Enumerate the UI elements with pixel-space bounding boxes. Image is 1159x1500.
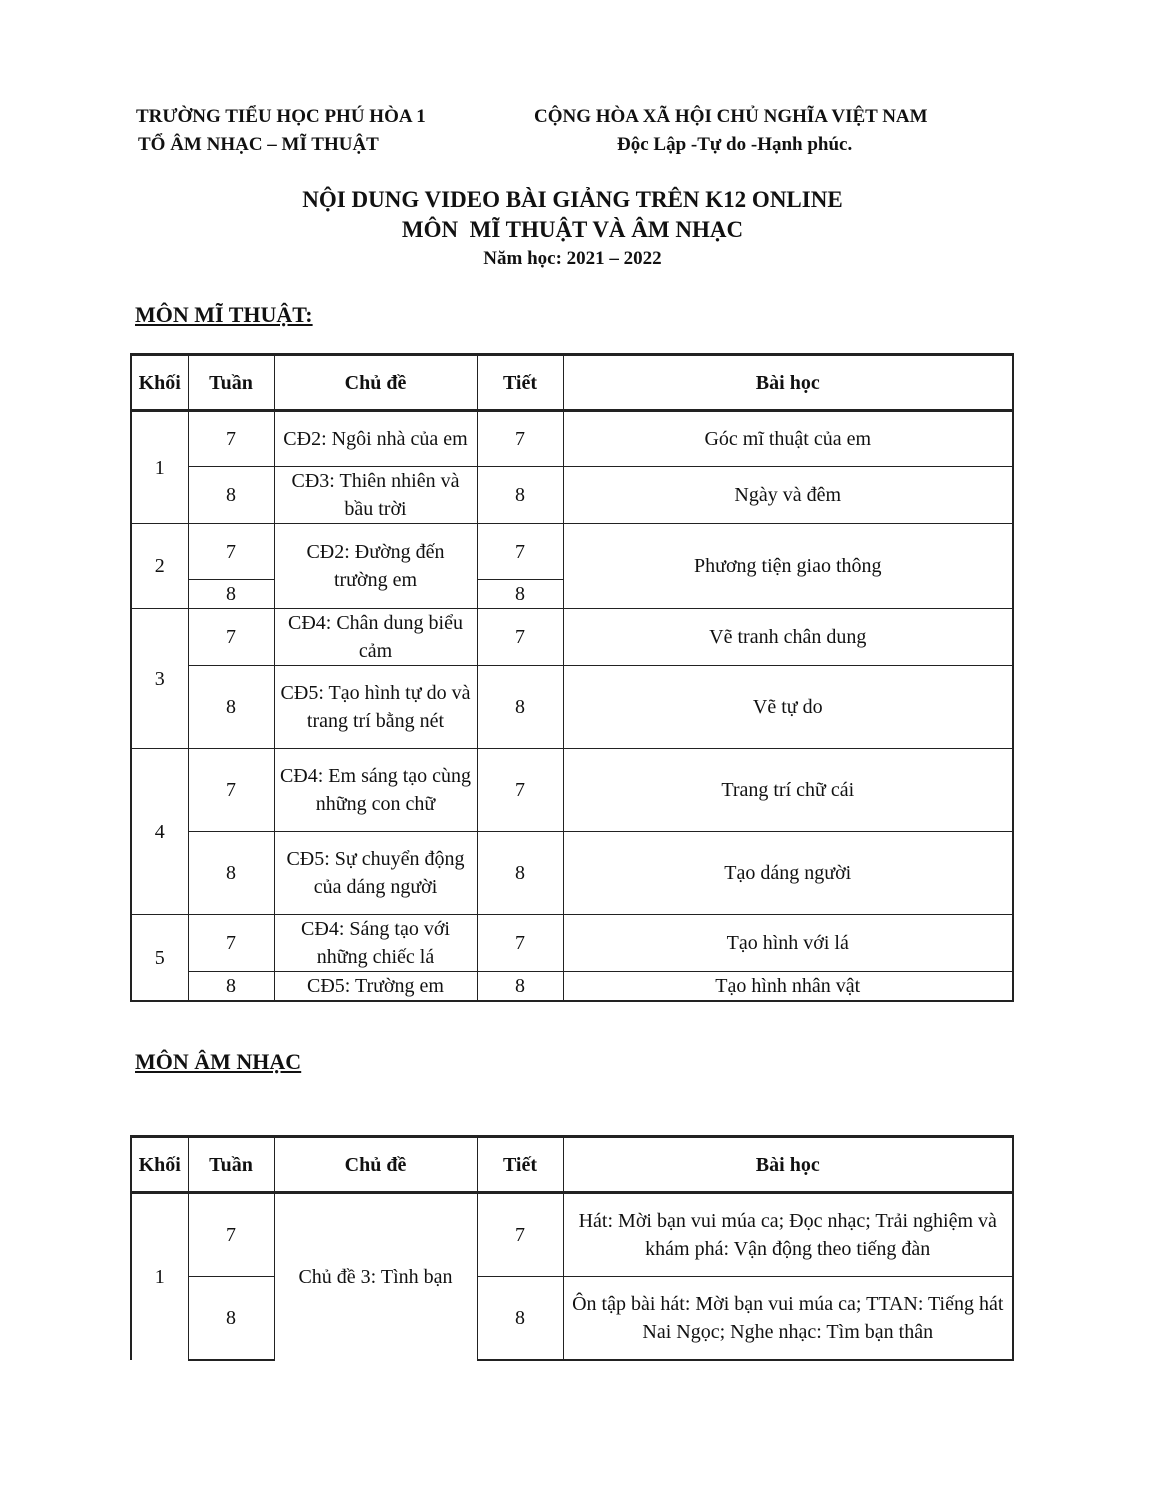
chude-cell: CĐ4: Chân dung biểu cảm xyxy=(274,609,477,666)
khoi-cell: 1 xyxy=(131,411,188,524)
tuan-cell: 7 xyxy=(188,524,274,580)
col-tuan: Tuần xyxy=(188,1137,274,1193)
table-row xyxy=(131,972,1013,1002)
tiet-cell: 8 xyxy=(477,832,563,915)
col-chude: Chủ đề xyxy=(274,1137,477,1193)
tiet-cell: 7 xyxy=(477,411,563,467)
tuan-cell: 8 xyxy=(188,972,274,1002)
table-row xyxy=(131,411,1013,467)
chude-cell: CĐ2: Đường đến trường em xyxy=(274,524,477,609)
chude-cell: CĐ2: Ngôi nhà của em xyxy=(274,411,477,467)
mithuat-table xyxy=(130,353,1014,1002)
baihoc-cell: Vẽ tự do xyxy=(563,666,1013,749)
doc-title: NỘI DUNG VIDEO BÀI GIẢNG TRÊN K12 ONLINE xyxy=(302,187,843,212)
baihoc-cell: Trang trí chữ cái xyxy=(563,749,1013,832)
tiet-cell: 8 xyxy=(477,666,563,749)
baihoc-cell: Góc mĩ thuật của em xyxy=(563,411,1013,467)
baihoc-cell: Ngày và đêm xyxy=(563,467,1013,524)
chude-cell: CĐ4: Sáng tạo với những chiếc lá xyxy=(274,915,477,972)
tuan-cell: 7 xyxy=(188,749,274,832)
baihoc-cell: Tạo hình nhân vật xyxy=(563,972,1013,1002)
tiet-cell: 8 xyxy=(477,972,563,1002)
tuan-cell: 8 xyxy=(188,467,274,524)
table-row xyxy=(131,832,1013,915)
chude-cell: CĐ4: Em sáng tạo cùng những con chữ xyxy=(274,749,477,832)
tuan-cell: 8 xyxy=(188,1277,274,1360)
khoi-cell: 4 xyxy=(131,749,188,915)
table-header-row xyxy=(131,355,1013,411)
baihoc-cell: Ôn tập bài hát: Mời bạn vui múa ca; TTAN: Tiếng hát Nai Ngọc; Nghe nhạc: Tìm bạn thân xyxy=(563,1277,1013,1360)
col-baihoc: Bài học xyxy=(563,355,1013,411)
col-tiet: Tiết xyxy=(477,355,563,411)
tiet-cell: 8 xyxy=(477,467,563,524)
nation-motto: Độc Lập -Tự do -Hạnh phúc. xyxy=(617,134,853,155)
chude-cell: CĐ5: Tạo hình tự do và trang trí bằng nét xyxy=(274,666,477,749)
tuan-cell: 8 xyxy=(188,832,274,915)
baihoc-cell: Tạo hình với lá xyxy=(563,915,1013,972)
tiet-cell: 8 xyxy=(477,580,563,609)
tiet-cell: 7 xyxy=(477,524,563,580)
tiet-cell: 7 xyxy=(477,1193,563,1277)
col-khoi: Khối xyxy=(131,355,188,411)
school-year: Năm học: 2021 – 2022 xyxy=(483,248,662,269)
col-khoi: Khối xyxy=(131,1137,188,1193)
baihoc-cell: Phương tiện giao thông xyxy=(563,524,1013,609)
col-tuan: Tuần xyxy=(188,355,274,411)
chude-cell: CĐ3: Thiên nhiên và bầu trời xyxy=(274,467,477,524)
table-row xyxy=(131,1193,1013,1277)
tiet-cell: 8 xyxy=(477,1277,563,1360)
section-heading-mithuat: MÔN MĨ THUẬT: xyxy=(135,302,313,327)
school-name: TRƯỜNG TIỂU HỌC PHÚ HÒA 1 xyxy=(136,106,426,127)
tuan-cell: 7 xyxy=(188,915,274,972)
khoi-cell: 1 xyxy=(131,1193,188,1360)
nation-name: CỘNG HÒA XÃ HỘI CHỦ NGHĨA VIỆT NAM xyxy=(534,106,928,127)
col-tiet: Tiết xyxy=(477,1137,563,1193)
baihoc-cell: Vẽ tranh chân dung xyxy=(563,609,1013,666)
tiet-cell: 7 xyxy=(477,915,563,972)
khoi-cell: 2 xyxy=(131,524,188,609)
tuan-cell: 7 xyxy=(188,411,274,467)
tuan-cell: 8 xyxy=(188,666,274,749)
tuan-cell: 7 xyxy=(188,609,274,666)
table-row xyxy=(131,915,1013,972)
chude-cell: CĐ5: Sự chuyển động của dáng người xyxy=(274,832,477,915)
chude-cell: Chủ đề 3: Tình bạn xyxy=(274,1193,477,1360)
baihoc-cell: Tạo dáng người xyxy=(563,832,1013,915)
doc-subtitle: MÔN MĨ THUẬT VÀ ÂM NHẠC xyxy=(401,217,744,242)
tuan-cell: 7 xyxy=(188,1193,274,1277)
col-chude: Chủ đề xyxy=(274,355,477,411)
table-row xyxy=(131,524,1013,580)
table-row xyxy=(131,1277,1013,1360)
khoi-cell: 3 xyxy=(131,609,188,749)
department-name: TỔ ÂM NHẠC – MĨ THUẬT xyxy=(138,134,379,155)
chude-cell: CĐ5: Trường em xyxy=(274,972,477,1002)
tiet-cell: 7 xyxy=(477,609,563,666)
khoi-cell: 5 xyxy=(131,915,188,1002)
baihoc-cell: Hát: Mời bạn vui múa ca; Đọc nhạc; Trải nghiệm và khám phá: Vận động theo tiếng đàn xyxy=(563,1193,1013,1277)
tuan-cell: 8 xyxy=(188,580,274,609)
tiet-cell: 7 xyxy=(477,749,563,832)
table-row xyxy=(131,666,1013,749)
table-header-row xyxy=(131,1137,1013,1193)
table-row xyxy=(131,749,1013,832)
col-baihoc: Bài học xyxy=(563,1137,1013,1193)
table-row xyxy=(131,467,1013,524)
amnhac-table xyxy=(130,1135,1014,1361)
table-row xyxy=(131,609,1013,666)
section-heading-amnhac: MÔN ÂM NHẠC xyxy=(135,1049,302,1074)
